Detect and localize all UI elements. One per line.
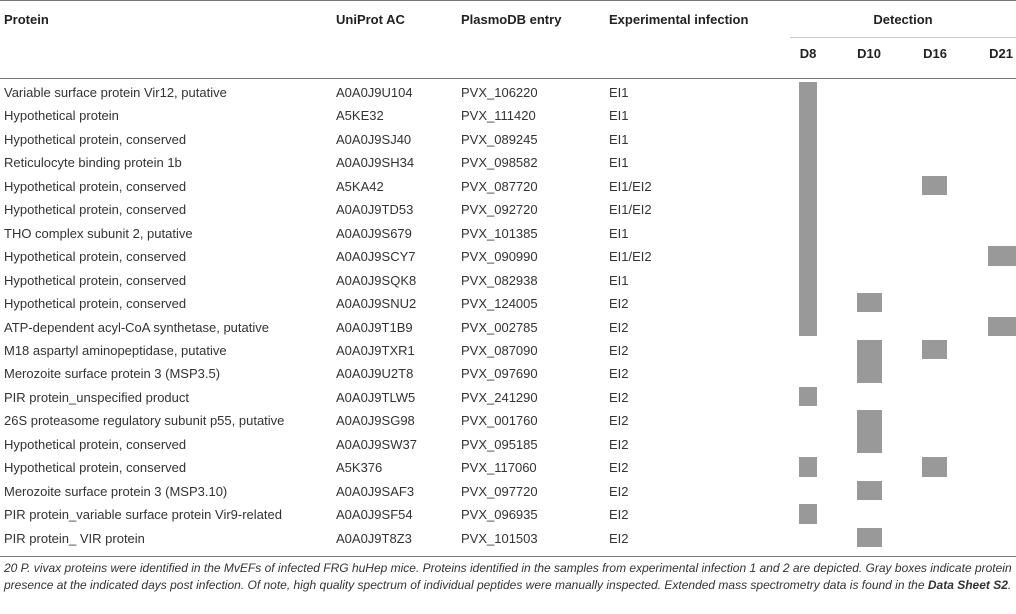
cell-protein: THO complex subunit 2, putative: [4, 225, 193, 241]
cell-protein: Hypothetical protein, conserved: [4, 460, 187, 476]
cell-plasmodb: PVX_087720: [461, 178, 538, 194]
cell-infection: EI2: [609, 436, 629, 452]
cell-uniprot: A0A0J9SJ40: [336, 131, 412, 147]
detection-box-d10: [857, 293, 882, 312]
cell-infection: EI1: [609, 225, 629, 241]
cell-plasmodb: PVX_087090: [461, 342, 538, 358]
cell-infection: EI2: [609, 366, 629, 382]
header-detection: Detection: [873, 12, 933, 27]
cell-protein: Merozoite surface protein 3 (MSP3.10): [4, 483, 228, 499]
cell-uniprot: A0A0J9U104: [336, 85, 413, 100]
cell-plasmodb: PVX_002785: [461, 319, 538, 335]
cell-plasmodb: PVX_106220: [461, 85, 538, 100]
header-protein: Protein: [4, 12, 49, 27]
data-sheet-link[interactable]: Data Sheet S2: [927, 578, 1008, 592]
cell-protein: Hypothetical protein, conserved: [4, 296, 187, 312]
cell-infection: EI1/EI2: [609, 202, 652, 218]
cell-infection: EI1: [609, 131, 629, 147]
cell-infection: EI1: [609, 155, 629, 171]
header-day-d16: D16: [923, 46, 947, 61]
table-row: [0, 268, 1016, 291]
caption-end: .: [1007, 578, 1012, 592]
detection-divider: [790, 37, 1016, 38]
table-top-rule: [0, 0, 1016, 1]
cell-protein: ATP-dependent acyl-CoA synthetase, putative: [4, 319, 269, 335]
table-row: [0, 244, 1016, 267]
cell-protein: Hypothetical protein, conserved: [4, 272, 187, 288]
cell-infection: EI2: [609, 389, 629, 405]
cell-uniprot: A0A0J9TLW5: [336, 389, 416, 405]
cell-infection: EI2: [609, 319, 629, 335]
cell-uniprot: A5KE32: [336, 108, 384, 124]
cell-uniprot: A0A0J9T8Z3: [336, 530, 412, 546]
cell-uniprot: A0A0J9SNU2: [336, 296, 417, 312]
cell-uniprot: A0A0J9SF54: [336, 507, 413, 523]
detection-box-d10: [857, 481, 882, 500]
cell-infection: EI1/EI2: [609, 178, 652, 194]
cell-infection: EI2: [609, 483, 629, 499]
cell-plasmodb: PVX_111420: [461, 108, 536, 124]
cell-plasmodb: PVX_124005: [461, 296, 538, 312]
header-infection: Experimental infection: [609, 12, 749, 27]
cell-uniprot: A0A0J9SQK8: [336, 272, 417, 288]
cell-protein: Hypothetical protein, conserved: [4, 436, 187, 452]
cell-infection: EI2: [609, 460, 629, 476]
cell-uniprot: A0A0J9SH34: [336, 155, 415, 171]
cell-infection: EI2: [609, 413, 629, 429]
cell-protein: Hypothetical protein, conserved: [4, 178, 187, 194]
table-row: [0, 127, 1016, 150]
cell-uniprot: A0A0J9SW37: [336, 436, 417, 452]
cell-plasmodb: PVX_095185: [461, 436, 538, 452]
cell-protein: PIR protein_variable surface protein Vir9-related: [4, 507, 282, 523]
table-row: [0, 103, 1016, 126]
table-row: [0, 174, 1016, 197]
cell-protein: Hypothetical protein, conserved: [4, 202, 187, 218]
detection-box-d21: [988, 246, 1016, 265]
table-bottom-rule: [0, 556, 1016, 557]
cell-plasmodb: PVX_097720: [461, 483, 538, 499]
cell-protein: Merozoite surface protein 3 (MSP3.5): [4, 366, 221, 382]
cell-infection: EI1: [609, 85, 629, 100]
cell-plasmodb: PVX_089245: [461, 131, 538, 147]
header-day-d21: D21: [989, 46, 1013, 61]
cell-infection: EI2: [609, 342, 629, 358]
cell-protein: Hypothetical protein, conserved: [4, 249, 187, 265]
cell-plasmodb: PVX_098582: [461, 155, 538, 171]
header-plasmodb: PlasmoDB entry: [461, 12, 562, 27]
cell-infection: EI1: [609, 108, 629, 124]
cell-plasmodb: PVX_117060: [461, 460, 537, 476]
table-row: [0, 80, 1016, 103]
detection-box-d8: [799, 82, 817, 336]
table-row: [0, 455, 1016, 478]
cell-protein: 26S proteasome regulatory subunit p55, putative: [4, 413, 285, 429]
detection-box-d16: [922, 457, 947, 476]
cell-plasmodb: PVX_096935: [461, 507, 538, 523]
detection-box-d8: [799, 457, 817, 476]
cell-infection: EI2: [609, 507, 629, 523]
cell-plasmodb: PVX_001760: [461, 413, 538, 429]
cell-uniprot: A0A0J9U2T8: [336, 366, 414, 382]
cell-plasmodb: PVX_241290: [461, 389, 538, 405]
table-caption: [4, 560, 1012, 594]
cell-plasmodb: PVX_097690: [461, 366, 538, 382]
cell-plasmodb: PVX_092720: [461, 202, 538, 218]
cell-plasmodb: PVX_101385: [461, 225, 538, 241]
cell-protein: Variable surface protein Vir12, putative: [4, 85, 227, 100]
table-row: [0, 150, 1016, 173]
cell-infection: EI2: [609, 530, 629, 546]
detection-box-d21: [988, 317, 1016, 336]
detection-box-d10: [857, 410, 882, 453]
cell-uniprot: A0A0J9T1B9: [336, 319, 413, 335]
detection-box-d8: [799, 504, 817, 523]
cell-uniprot: A0A0J9S679: [336, 225, 412, 241]
detection-box-d16: [922, 340, 947, 359]
table-row: [0, 197, 1016, 220]
cell-plasmodb: PVX_090990: [461, 249, 538, 265]
cell-uniprot: A5K376: [336, 460, 383, 476]
cell-protein: PIR protein_unspecified product: [4, 389, 190, 405]
cell-protein: M18 aspartyl aminopeptidase, putative: [4, 342, 227, 358]
caption-text: 20 P. vivax proteins were identified in the MvEFs of infected FRG huHep mice. Proteins identified in the samples from experimental infection 1 and 2 are depicted. Gray boxes indicate protein presence at the indicated days post infection. Of note, high quality spectrum of individual peptides were manually inspected. Extended mass spectrometry data is found in the: [4, 561, 1012, 592]
detection-box-d16: [922, 176, 947, 195]
detection-box-d10: [857, 528, 882, 547]
cell-infection: EI2: [609, 296, 629, 312]
header-day-d8: D8: [799, 46, 817, 61]
cell-uniprot: A5KA42: [336, 178, 384, 194]
cell-protein: Reticulocyte binding protein 1b: [4, 155, 182, 171]
cell-plasmodb: PVX_101503: [461, 530, 538, 546]
detection-box-d10: [857, 340, 882, 383]
table-row: [0, 502, 1016, 525]
cell-protein: Hypothetical protein, conserved: [4, 131, 187, 147]
cell-uniprot: A0A0J9TD53: [336, 202, 414, 218]
cell-uniprot: A0A0J9SAF3: [336, 483, 415, 499]
table-row: [0, 315, 1016, 338]
header-day-d10: D10: [857, 46, 881, 61]
cell-uniprot: A0A0J9TXR1: [336, 342, 415, 358]
cell-uniprot: A0A0J9SCY7: [336, 249, 416, 265]
cell-protein: PIR protein_ VIR protein: [4, 530, 145, 546]
table-row: [0, 385, 1016, 408]
header-uniprot: UniProt AC: [336, 12, 405, 27]
detection-box-d8: [799, 387, 817, 406]
cell-infection: EI1: [609, 272, 629, 288]
cell-uniprot: A0A0J9SG98: [336, 413, 415, 429]
header-rule: [0, 78, 1016, 79]
cell-plasmodb: PVX_082938: [461, 272, 538, 288]
cell-infection: EI1/EI2: [609, 249, 652, 265]
cell-protein: Hypothetical protein: [4, 108, 119, 124]
table-row: [0, 221, 1016, 244]
